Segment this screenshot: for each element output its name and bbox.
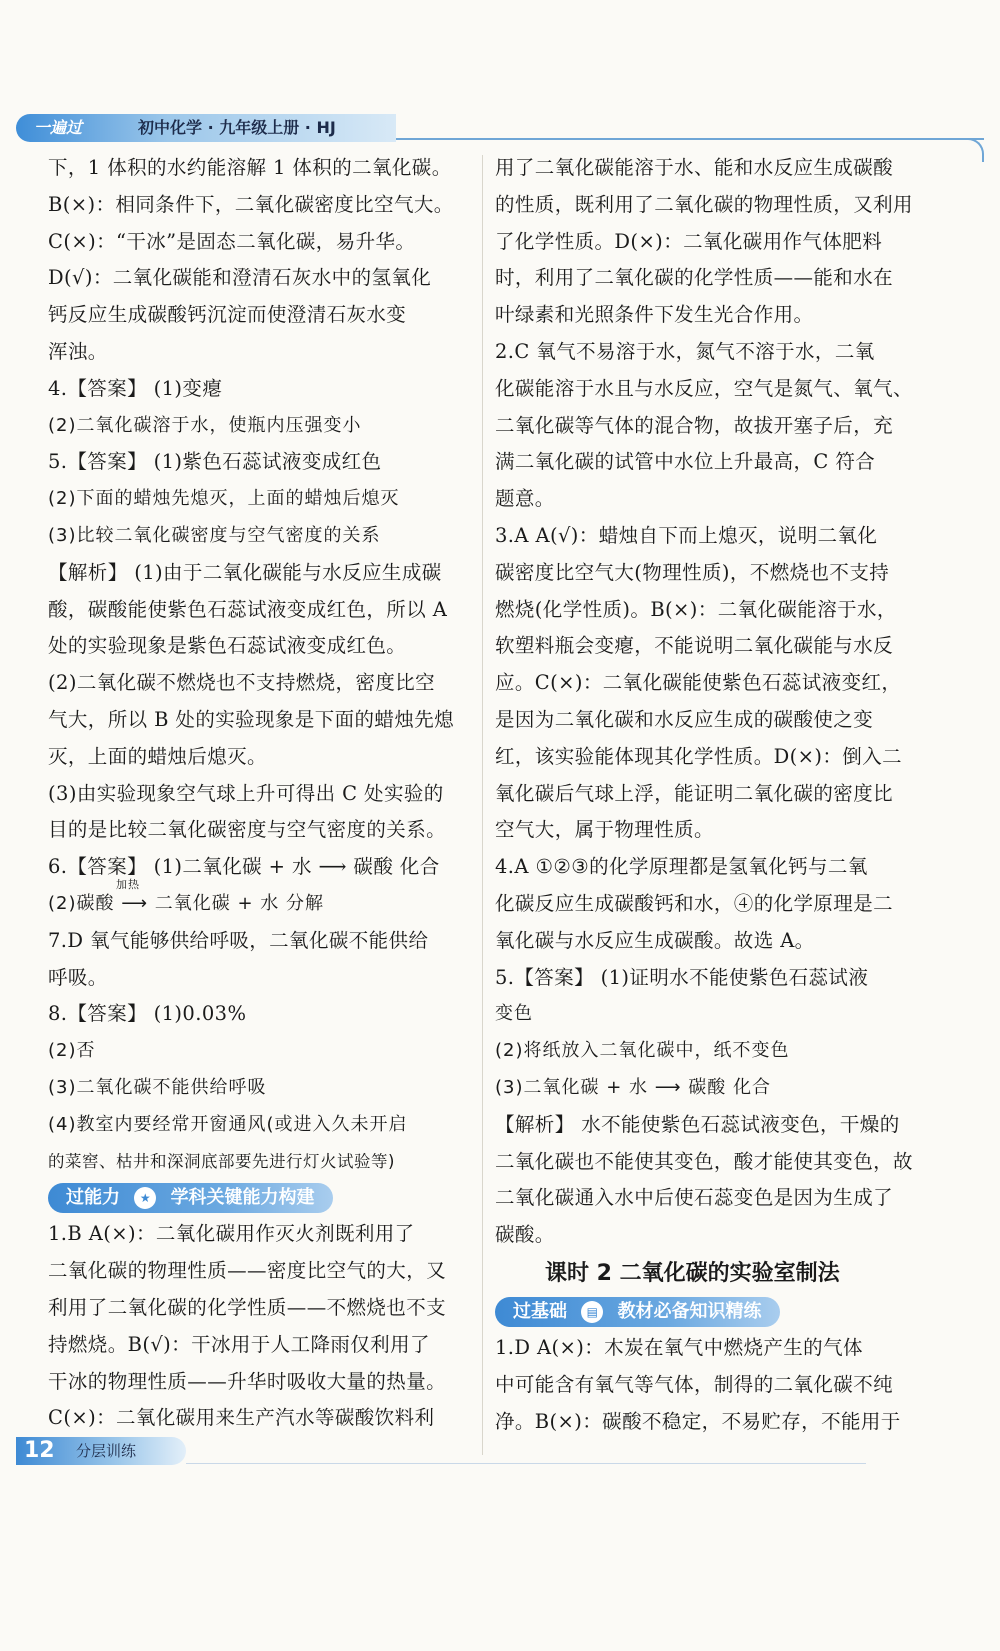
medal-icon: ★ (134, 1187, 156, 1209)
text-line: 浑浊。 (48, 339, 108, 363)
text-line: 净。B(×)：碳酸不稳定，不易贮存，不能用于 (495, 1409, 901, 1433)
answer-line: (2)二氧化碳溶于水，使瓶内压强变小 (48, 414, 362, 436)
answer-line: 的菜窖、枯井和深洞底部要先进行灯火试验等) (48, 1151, 395, 1171)
text-line: 空气大，属于物理性质。 (495, 818, 714, 842)
text-line: 3.A A(√)：蜡烛自下而上熄灭，说明二氧化 (495, 523, 878, 547)
heat-label: 加热 (116, 877, 140, 891)
text-line: 氧化碳与水反应生成碳酸。故选 A。 (495, 928, 815, 952)
text-line: 二氧化碳也不能使其变色，酸才能使其变色，故 (495, 1149, 913, 1173)
header-rule (396, 138, 984, 140)
text-line: 2.C 氧气不易溶于水，氮气不溶于水，二氧 (495, 339, 875, 363)
text-line: 处的实验现象是紫色石蕊试液变成红色。 (48, 634, 407, 658)
band-label: 过能力 (66, 1187, 120, 1209)
footer-bar (16, 1437, 186, 1465)
analysis-line: 【解析】 水不能使紫色石蕊试液变色，干燥的 (495, 1112, 900, 1136)
text-line: 碳密度比空气大(物理性质)，不燃烧也不支持 (495, 560, 890, 584)
text-line: 是因为二氧化碳和水反应生成的碳酸使之变 (495, 707, 874, 731)
answer-line: (4)教室内要经常开窗通风(或进入久未开启 (48, 1113, 408, 1135)
page-number: 12 (24, 1438, 55, 1463)
answer-line: 7.D 氧气能够供给呼吸，二氧化碳不能供给 (48, 928, 429, 952)
text-line: 的性质，既利用了二氧化碳的物理性质，又利用 (495, 192, 913, 216)
text-line: 1.B A(×)：二氧化碳用作灭火剂既利用了 (48, 1222, 415, 1246)
text-line: 了化学性质。D(×)：二氧化碳用作气体肥料 (495, 229, 883, 253)
answer-line: 5.【答案】 (1)证明水不能使紫色石蕊试液 (495, 965, 869, 989)
answer-line: 4.【答案】 (1)变瘪 (48, 376, 223, 400)
answer-line: 6.【答案】 (1)二氧化碳 + 水 ⟶ 碳酸 化合 (48, 855, 440, 879)
text-line: (2)二氧化碳不燃烧也不支持燃烧，密度比空 (48, 671, 436, 695)
text-line: 酸，碳酸能使紫色石蕊试液变成红色，所以 A (48, 597, 448, 621)
text-line: 4.A ①②③的化学原理都是氢氧化钙与二氧 (495, 855, 868, 879)
text-line: 气大，所以 B 处的实验现象是下面的蜡烛先熄 (48, 707, 455, 731)
analysis-line: 【解析】 (1)由于二氧化碳能与水反应生成碳 (48, 560, 442, 584)
text-line: 时，利用了二氧化碳的化学性质——能和水在 (495, 266, 894, 290)
brand-logo: 一遍过 (34, 118, 83, 137)
band-subtitle: 教材必备知识精练 (617, 1300, 762, 1322)
text-line: 二氧化碳的物理性质——密度比空气的大，又 (48, 1259, 447, 1283)
text-line: 燃烧(化学性质)。B(×)：二氧化碳能溶于水， (495, 597, 897, 621)
text-line: 化碳能溶于水且与水反应，空气是氮气、氧气、 (495, 376, 913, 400)
header-curve (962, 138, 984, 162)
book-title: 初中化学 · 九年级上册 · HJ (138, 118, 336, 137)
text-line: 持燃烧。B(√)：干冰用于人工降雨仅利用了 (48, 1332, 430, 1356)
answer-line: (3)二氧化碳不能供给呼吸 (48, 1076, 267, 1098)
text-line: 题意。 (495, 487, 555, 511)
lesson-title: 课时 2 二氧化碳的实验室制法 (545, 1260, 840, 1286)
answer-line: 变色 (495, 1003, 533, 1025)
text-line: 中可能含有氧气等气体，制得的二氧化碳不纯 (495, 1372, 894, 1396)
text-line: 呼吸。 (48, 965, 108, 989)
text-line: D(√)：二氧化碳能和澄清石灰水中的氢氧化 (48, 266, 432, 290)
answer-line: 5.【答案】 (1)紫色石蕊试液变成红色 (48, 450, 382, 474)
footer-label: 分层训练 (76, 1442, 137, 1460)
text-line: 应。C(×)：二氧化碳能使紫色石蕊试液变红， (495, 671, 902, 695)
section-band-ability (48, 1180, 483, 1216)
text-line: B(×)：相同条件下，二氧化碳密度比空气大。 (48, 192, 454, 216)
text-line: 碳酸。 (495, 1223, 555, 1247)
text-line: 用了二氧化碳能溶于水、能和水反应生成碳酸 (495, 156, 894, 179)
reaction-text: (2)碳酸 ⟶ 二氧化碳 + 水 分解 (48, 892, 324, 914)
text-line: 软塑料瓶会变瘪，不能说明二氧化碳能与水反 (495, 634, 894, 658)
header-bar (16, 114, 396, 142)
band-label: 过基础 (513, 1300, 567, 1322)
text-line: 利用了二氧化碳的化学性质——不燃烧也不支 (48, 1295, 447, 1319)
answer-line: 8.【答案】 (1)0.03% (48, 1002, 247, 1026)
text-line: 干冰的物理性质——升华时吸收大量的热量。 (48, 1369, 447, 1393)
text-line: 下，1 体积的水约能溶解 1 体积的二氧化碳。 (48, 156, 452, 179)
text-line: C(×)：“干冰”是固态二氧化碳，易升华。 (48, 229, 416, 253)
band-subtitle: 学科关键能力构建 (170, 1187, 315, 1209)
text-line: 氧化碳后气球上浮，能证明二氧化碳的密度比 (495, 781, 894, 805)
text-line: C(×)：二氧化碳用来生产汽水等碳酸饮料利 (48, 1406, 435, 1430)
text-line: 化碳反应生成碳酸钙和水，④的化学原理是二 (495, 891, 894, 915)
text-line: 灭，上面的蜡烛后熄灭。 (48, 744, 267, 768)
text-line: 叶绿素和光照条件下发生光合作用。 (495, 303, 814, 327)
answer-line: (2)否 (48, 1040, 96, 1062)
answer-line: (2)将纸放入二氧化碳中，纸不变色 (495, 1040, 790, 1062)
answer-line: (2)下面的蜡烛先熄灭，上面的蜡烛后熄灭 (48, 488, 400, 510)
text-line: 1.D A(×)：木炭在氧气中燃烧产生的气体 (495, 1335, 863, 1359)
answer-line: (3)二氧化碳 + 水 ⟶ 碳酸 化合 (495, 1076, 771, 1098)
text-line: 满二氧化碳的试管中水位上升最高，C 符合 (495, 450, 876, 474)
text-line: 红，该实验能体现其化学性质。D(×)：倒入二 (495, 744, 902, 768)
notebook-icon: ▤ (581, 1301, 603, 1323)
right-column (495, 150, 930, 1440)
text-line: 目的是比较二氧化碳密度与空气密度的关系。 (48, 818, 447, 842)
answer-line (48, 877, 483, 923)
section-band-basics (495, 1294, 930, 1330)
text-line: (3)由实验现象空气球上升可得出 C 处实验的 (48, 781, 444, 805)
page-header (16, 108, 984, 146)
answer-line: (3)比较二氧化碳密度与空气密度的关系 (48, 524, 381, 546)
footer-rule (186, 1463, 866, 1464)
text-line: 二氧化碳等气体的混合物，故拔开塞子后，充 (495, 413, 894, 437)
left-column (48, 150, 483, 1437)
text-line: 钙反应生成碳酸钙沉淀而使澄清石灰水变 (48, 303, 407, 327)
text-line: 二氧化碳通入水中后使石蕊变色是因为生成了 (495, 1186, 894, 1210)
